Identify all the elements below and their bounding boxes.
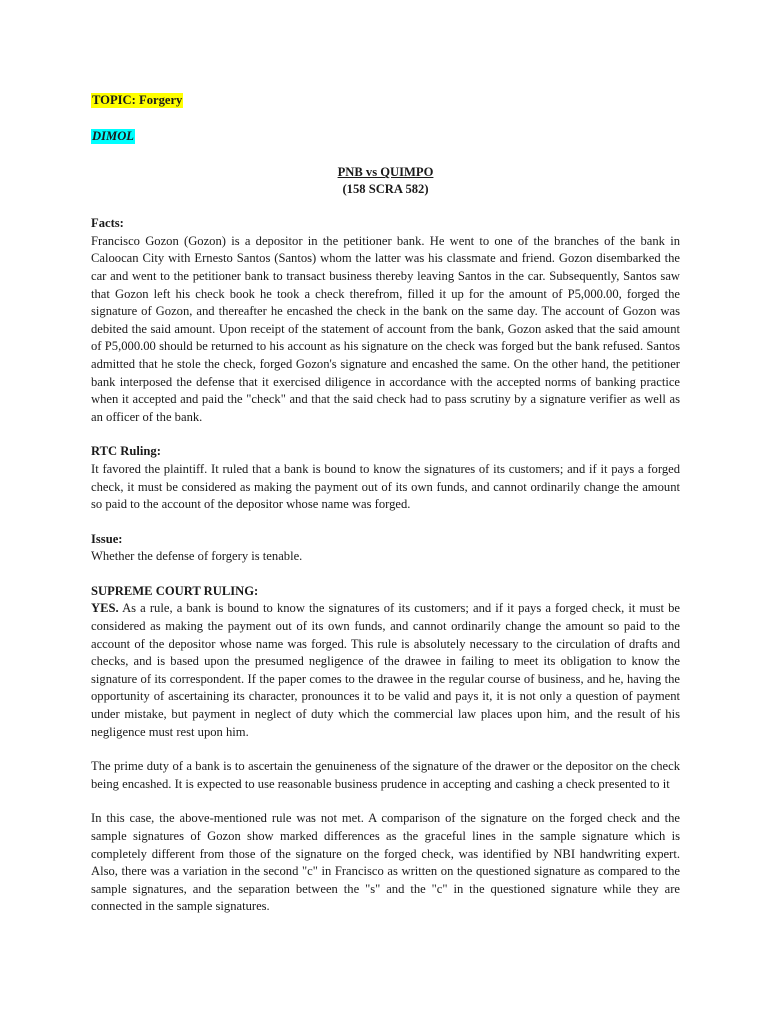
ruling-paragraph-2: The prime duty of a bank is to ascertain the genuineness of the signature of the drawer or the depositor on the check being encashed. It is expected to use reasonable business prudence in accepting and cashing a check presented to it xyxy=(91,759,680,791)
ruling-heading: SUPREME COURT RULING: xyxy=(91,583,259,598)
facts-text: Francisco Gozon (Gozon) is a depositor in the petitioner bank. He went to one of the branches of the bank in Caloocan City with Ernesto Santos (Santos) whom the latter was his classmate and friend. Gozon disembarked the car and went to the petitioner bank to transact business thereby leaving Santos in the car. Subsequently, Santos saw that Gozon left his check book he took a check therefrom, filled it up for the amount of P5,000.00, forged the signature of Gozon, and thereafter he encashed the check in the bank on the same day. The account of Gozon was debited the said amount. Upon receipt of the statement of account from the bank, Gozon asked that the said amount of P5,000.00 should be returned to his account as his signature on the check was forged but the bank refused. Santos admitted that he stole the check, forged Gozon's signature and encashed the same. On the other hand, the petitioner bank interposed the defense that it exercised diligence in accordance with the accepted norms of banking practice when it accepted and paid the "check" and that the said check had to pass scrutiny by a signature verifier as well as an officer of the bank. xyxy=(91,233,680,424)
issue-text: Whether the defense of forgery is tenable. xyxy=(91,549,303,564)
case-citation: (158 SCRA 582) xyxy=(342,182,429,197)
topic-line xyxy=(91,92,680,110)
ruling-text: As a rule, a bank is bound to know the signatures of its customers; and if it pays a forged check, it must be considered as making the payment out of its own funds, and cannot ordinarily change the amount so paid to the account of the depositor whose name was forged. This rule is absolutely necessary to the circulation of drafts and checks, and is based upon the presumed negligence of the drawee in failing to meet its obligation to know the signature of its correspondent. If the paper comes to the drawee in the regular course of business, and he, having the opportunity of ascertaining its character, pronounces it to be valid and pays it, it is not only a question of payment under mistake, but payment in neglect of duty which the commercial law places upon him, and the result of his negligence must rest upon him. xyxy=(91,601,680,739)
issue-section xyxy=(91,531,680,566)
case-name: PNB vs QUIMPO xyxy=(337,165,434,180)
facts-section xyxy=(91,215,680,426)
case-title xyxy=(91,164,680,198)
ruling-section xyxy=(91,583,680,916)
rtc-section xyxy=(91,443,680,513)
ruling-paragraph-1 xyxy=(91,600,680,741)
author-label: DIMOL xyxy=(92,128,134,143)
document-page xyxy=(91,92,680,916)
topic-label: TOPIC: Forgery xyxy=(92,93,183,107)
facts-heading: Facts: xyxy=(91,216,124,231)
ruling-answer: YES. xyxy=(91,601,119,616)
rtc-text: It favored the plaintiff. It ruled that a bank is bound to know the signatures of its customers; and if it pays a forged check, it must be considered as making the payment out of its own funds, and cannot ordinarily change the amount so paid to the account of the depositor whose name was forged. xyxy=(91,461,680,512)
ruling-paragraph-3: In this case, the above-mentioned rule was not met. A comparison of the signature on the forged check and the sample signatures of Gozon show marked differences as the graceful lines in the sample signature which is completely different from those of the signature on the forged check, was identified by NBI handwriting expert. Also, there was a variation in the second "c" in Francisco as written on the questioned signature as compared to the sample signatures, and the separation between the "s" and the "c" in the questioned signature while they are connected in the sample signatures. xyxy=(91,811,680,914)
rtc-heading: RTC Ruling: xyxy=(91,444,161,459)
issue-heading: Issue: xyxy=(91,531,123,546)
author-line xyxy=(91,128,680,146)
